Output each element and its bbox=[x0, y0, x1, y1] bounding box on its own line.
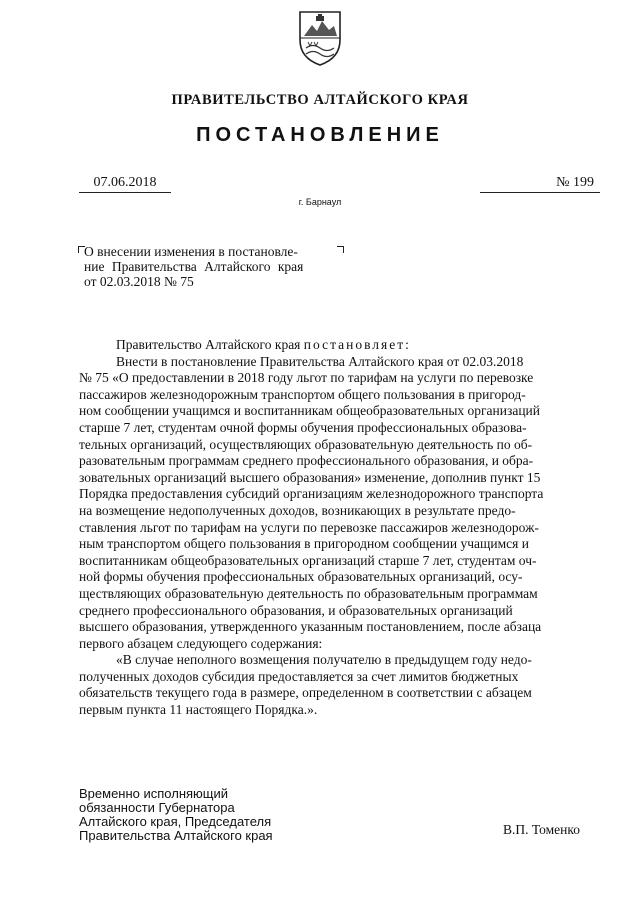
subject-line: от 02.03.2018 № 75 bbox=[84, 274, 194, 289]
paragraph-line: обязательств текущего года в размере, определенном в соответствии с абзацем bbox=[79, 685, 532, 701]
document-subject bbox=[84, 244, 342, 289]
paragraph-line: разовательным программам среднего профессионального образования, и обра- bbox=[79, 453, 534, 469]
signatory-position-line: обязанности Губернатора bbox=[79, 800, 235, 815]
intro-prefix: Правительство Алтайского края bbox=[116, 337, 304, 352]
document-body bbox=[79, 337, 589, 719]
document-number: № 199 bbox=[480, 175, 600, 193]
intro-line bbox=[79, 337, 589, 354]
subject-line: О внесении изменения в постановле- bbox=[84, 244, 298, 259]
signatory-position bbox=[79, 787, 273, 843]
signatory-position-line: Временно исполняющий bbox=[79, 786, 229, 801]
intro-verb: постановляет: bbox=[303, 337, 411, 352]
paragraph-line: пассажиров железнодорожным транспортом общего пользования в пригород- bbox=[79, 386, 526, 402]
signatory-name: В.П. Томенко bbox=[503, 822, 580, 837]
paragraph-line: ществляющих образовательную деятельность по образовательным программам bbox=[79, 585, 538, 601]
document-city: г. Барнаул bbox=[298, 197, 342, 207]
paragraph-line: Порядка предоставления субсидий организациям железнодорожного транспорта bbox=[79, 486, 544, 502]
coat-of-arms-icon bbox=[296, 8, 344, 68]
paragraph-line: первого абзацем следующего содержания: bbox=[79, 635, 323, 651]
document-type: ПОСТАНОВЛЕНИЕ bbox=[196, 124, 444, 146]
paragraph-line: ной формы обучения профессиональных образовательных организаций, осу- bbox=[79, 569, 523, 585]
paragraph-line: ном сообщении учащимся и воспитанникам общеобразовательных организаций bbox=[79, 403, 540, 419]
paragraph-line: ставления льгот по тарифам на услуги по перевозке пассажиров железнодорож- bbox=[79, 519, 539, 535]
paragraph-2 bbox=[79, 652, 589, 718]
paragraph-line: ным транспортом общего пользования в пригородном сообщении учащимся и bbox=[79, 536, 529, 552]
paragraph-line: старше 7 лет, студентам очной формы обучения профессиональных образова- bbox=[79, 419, 527, 435]
paragraph-line: № 75 «О предоставлении в 2018 году льгот по тарифам на услуги по перевозке bbox=[79, 370, 534, 386]
paragraph-line: зовательных организаций высшего образования» изменение, дополнив пункт 15 bbox=[79, 469, 541, 485]
paragraph-line: первым пункта 11 настоящего Порядка.». bbox=[79, 702, 318, 718]
paragraph-line: воспитанникам общеобразовательных организаций старше 7 лет, студентам оч- bbox=[79, 552, 537, 568]
subject-line: ние Правительства Алтайского края bbox=[84, 259, 304, 274]
paragraph-line: высшего образования, утвержденного указанным постановлением, после абзаца bbox=[79, 619, 542, 635]
paragraph-line: на возмещение недополученных доходов, возникающих в результате предо- bbox=[79, 502, 516, 518]
paragraph-line: «В случае неполного возмещения получателю в предыдущем году недо- bbox=[116, 652, 532, 668]
document-date: 07.06.2018 bbox=[79, 175, 171, 193]
paragraph-line: среднего профессионального образования, и образовательных организаций bbox=[79, 602, 513, 618]
paragraph-line: Внести в постановление Правительства Алтайского края от 02.03.2018 bbox=[116, 353, 524, 369]
signatory-position-line: Алтайского края, Председателя bbox=[79, 814, 272, 829]
paragraph-line: тельных организаций, осуществляющих образовательную деятельность по об- bbox=[79, 436, 533, 452]
paragraph-1 bbox=[79, 354, 589, 653]
signatory-position-line: Правительства Алтайского края bbox=[79, 828, 273, 843]
government-name: ПРАВИТЕЛЬСТВО АЛТАЙСКОГО КРАЯ bbox=[171, 92, 469, 108]
paragraph-line: полученных доходов субсидия предоставляется за счет лимитов бюджетных bbox=[79, 668, 519, 684]
